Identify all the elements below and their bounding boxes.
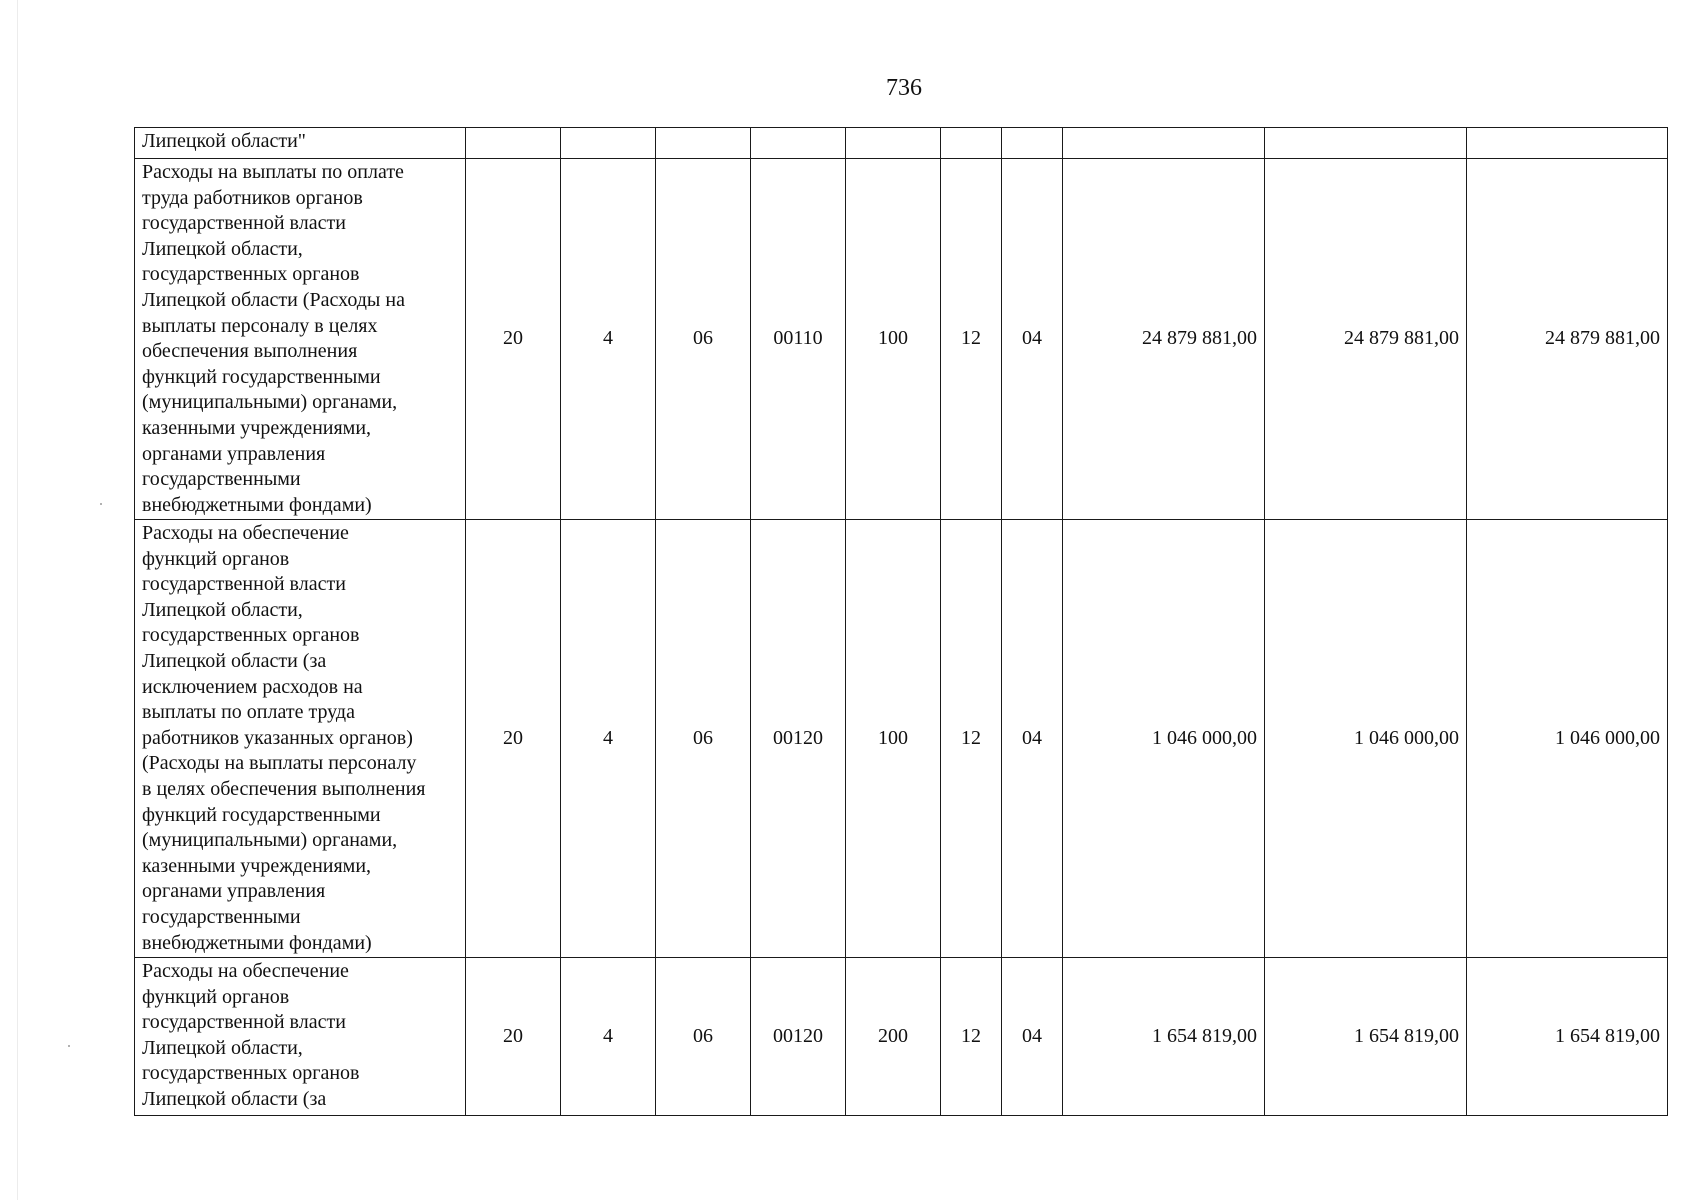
description-line: Расходы на выплаты по оплате	[142, 161, 404, 183]
description-line: государственных органов	[142, 263, 360, 286]
table-row	[135, 520, 1668, 958]
description-line: органами управления	[142, 442, 326, 465]
description-line: Расходы на обеспечение	[142, 522, 349, 544]
table-row	[135, 958, 1668, 1116]
description-line: выплаты персоналу в целях	[142, 314, 378, 337]
amount-year-2: 1 654 819,00	[1265, 958, 1467, 1116]
program-code: 4	[561, 159, 656, 520]
subsection-code	[1002, 128, 1063, 159]
scan-speck	[100, 503, 102, 505]
section-code: 12	[941, 520, 1002, 958]
amount-year-2: 24 879 881,00	[1265, 159, 1467, 520]
description-line: Липецкой области,	[142, 1036, 303, 1059]
description-line: Липецкой области,	[142, 237, 303, 260]
amount-year-2: 1 046 000,00	[1265, 520, 1467, 958]
description-line: в целях обеспечения выполнения	[142, 777, 426, 800]
amount-year-2	[1265, 128, 1467, 159]
table-row	[135, 128, 1668, 159]
subprogram-code: 06	[656, 958, 751, 1116]
scan-edge	[17, 0, 18, 1200]
amount-year-3: 1 654 819,00	[1467, 958, 1668, 1116]
description-line: исключением расходов на	[142, 675, 363, 698]
description-line: выплаты по оплате труда	[142, 701, 355, 724]
direction-code: 00120	[751, 520, 846, 958]
direction-code	[751, 128, 846, 159]
description-line: государственной власти	[142, 1011, 346, 1034]
row-description	[135, 958, 466, 1116]
expense-type-code: 100	[846, 520, 941, 958]
subprogram-code	[656, 128, 751, 159]
subprogram-code: 06	[656, 520, 751, 958]
expense-type-code: 100	[846, 159, 941, 520]
description-line: Липецкой области (за	[142, 1087, 327, 1110]
admin-code: 20	[466, 159, 561, 520]
table-row	[135, 159, 1668, 520]
description-line: Расходы на обеспечение	[142, 960, 349, 982]
description-line: Липецкой области (за	[142, 649, 327, 672]
budget-table	[134, 127, 1668, 1116]
subsection-code: 04	[1002, 958, 1063, 1116]
program-code	[561, 128, 656, 159]
amount-year-3	[1467, 128, 1668, 159]
description-line: государственными	[142, 905, 301, 928]
section-code: 12	[941, 159, 1002, 520]
description-line: государственных органов	[142, 1062, 360, 1085]
description-line: Липецкой области,	[142, 598, 303, 621]
expense-type-code: 200	[846, 958, 941, 1116]
description-line: государственными	[142, 468, 301, 491]
description-line: государственных органов	[142, 624, 360, 647]
row-description	[135, 520, 466, 958]
direction-code: 00120	[751, 958, 846, 1116]
admin-code	[466, 128, 561, 159]
amount-year-1: 24 879 881,00	[1063, 159, 1265, 520]
expense-type-code	[846, 128, 941, 159]
description-line: (Расходы на выплаты персоналу	[142, 752, 417, 775]
amount-year-1: 1 654 819,00	[1063, 958, 1265, 1116]
program-code: 4	[561, 958, 656, 1116]
subsection-code: 04	[1002, 520, 1063, 958]
description-line: внебюджетными фондами)	[142, 931, 372, 954]
description-line: работников указанных органов)	[142, 726, 413, 749]
subprogram-code: 06	[656, 159, 751, 520]
description-line: функций органов	[142, 547, 290, 570]
description-line: (муниципальными) органами,	[142, 391, 398, 414]
table-body	[135, 128, 1668, 1116]
subsection-code: 04	[1002, 159, 1063, 520]
admin-code: 20	[466, 958, 561, 1116]
amount-year-3: 24 879 881,00	[1467, 159, 1668, 520]
admin-code: 20	[466, 520, 561, 958]
section-code: 12	[941, 958, 1002, 1116]
section-code	[941, 128, 1002, 159]
row-description	[135, 159, 466, 520]
description-line: Липецкой области"	[142, 130, 306, 152]
description-line: труда работников органов	[142, 186, 363, 209]
amount-year-1	[1063, 128, 1265, 159]
amount-year-3: 1 046 000,00	[1467, 520, 1668, 958]
page-number: 736	[886, 75, 922, 101]
description-line: государственной власти	[142, 573, 346, 596]
description-line: государственной власти	[142, 212, 346, 235]
direction-code: 00110	[751, 159, 846, 520]
description-line: (муниципальными) органами,	[142, 829, 398, 852]
amount-year-1: 1 046 000,00	[1063, 520, 1265, 958]
description-line: Липецкой области (Расходы на	[142, 288, 405, 311]
description-line: казенными учреждениями,	[142, 416, 372, 439]
description-line: внебюджетными фондами)	[142, 493, 372, 516]
description-line: функций государственными	[142, 365, 381, 388]
row-description	[135, 128, 466, 159]
program-code: 4	[561, 520, 656, 958]
description-line: казенными учреждениями,	[142, 854, 372, 877]
description-line: обеспечения выполнения	[142, 340, 358, 363]
description-line: органами управления	[142, 880, 326, 903]
description-line: функций государственными	[142, 803, 381, 826]
description-line: функций органов	[142, 985, 290, 1008]
scan-speck	[68, 1045, 70, 1047]
